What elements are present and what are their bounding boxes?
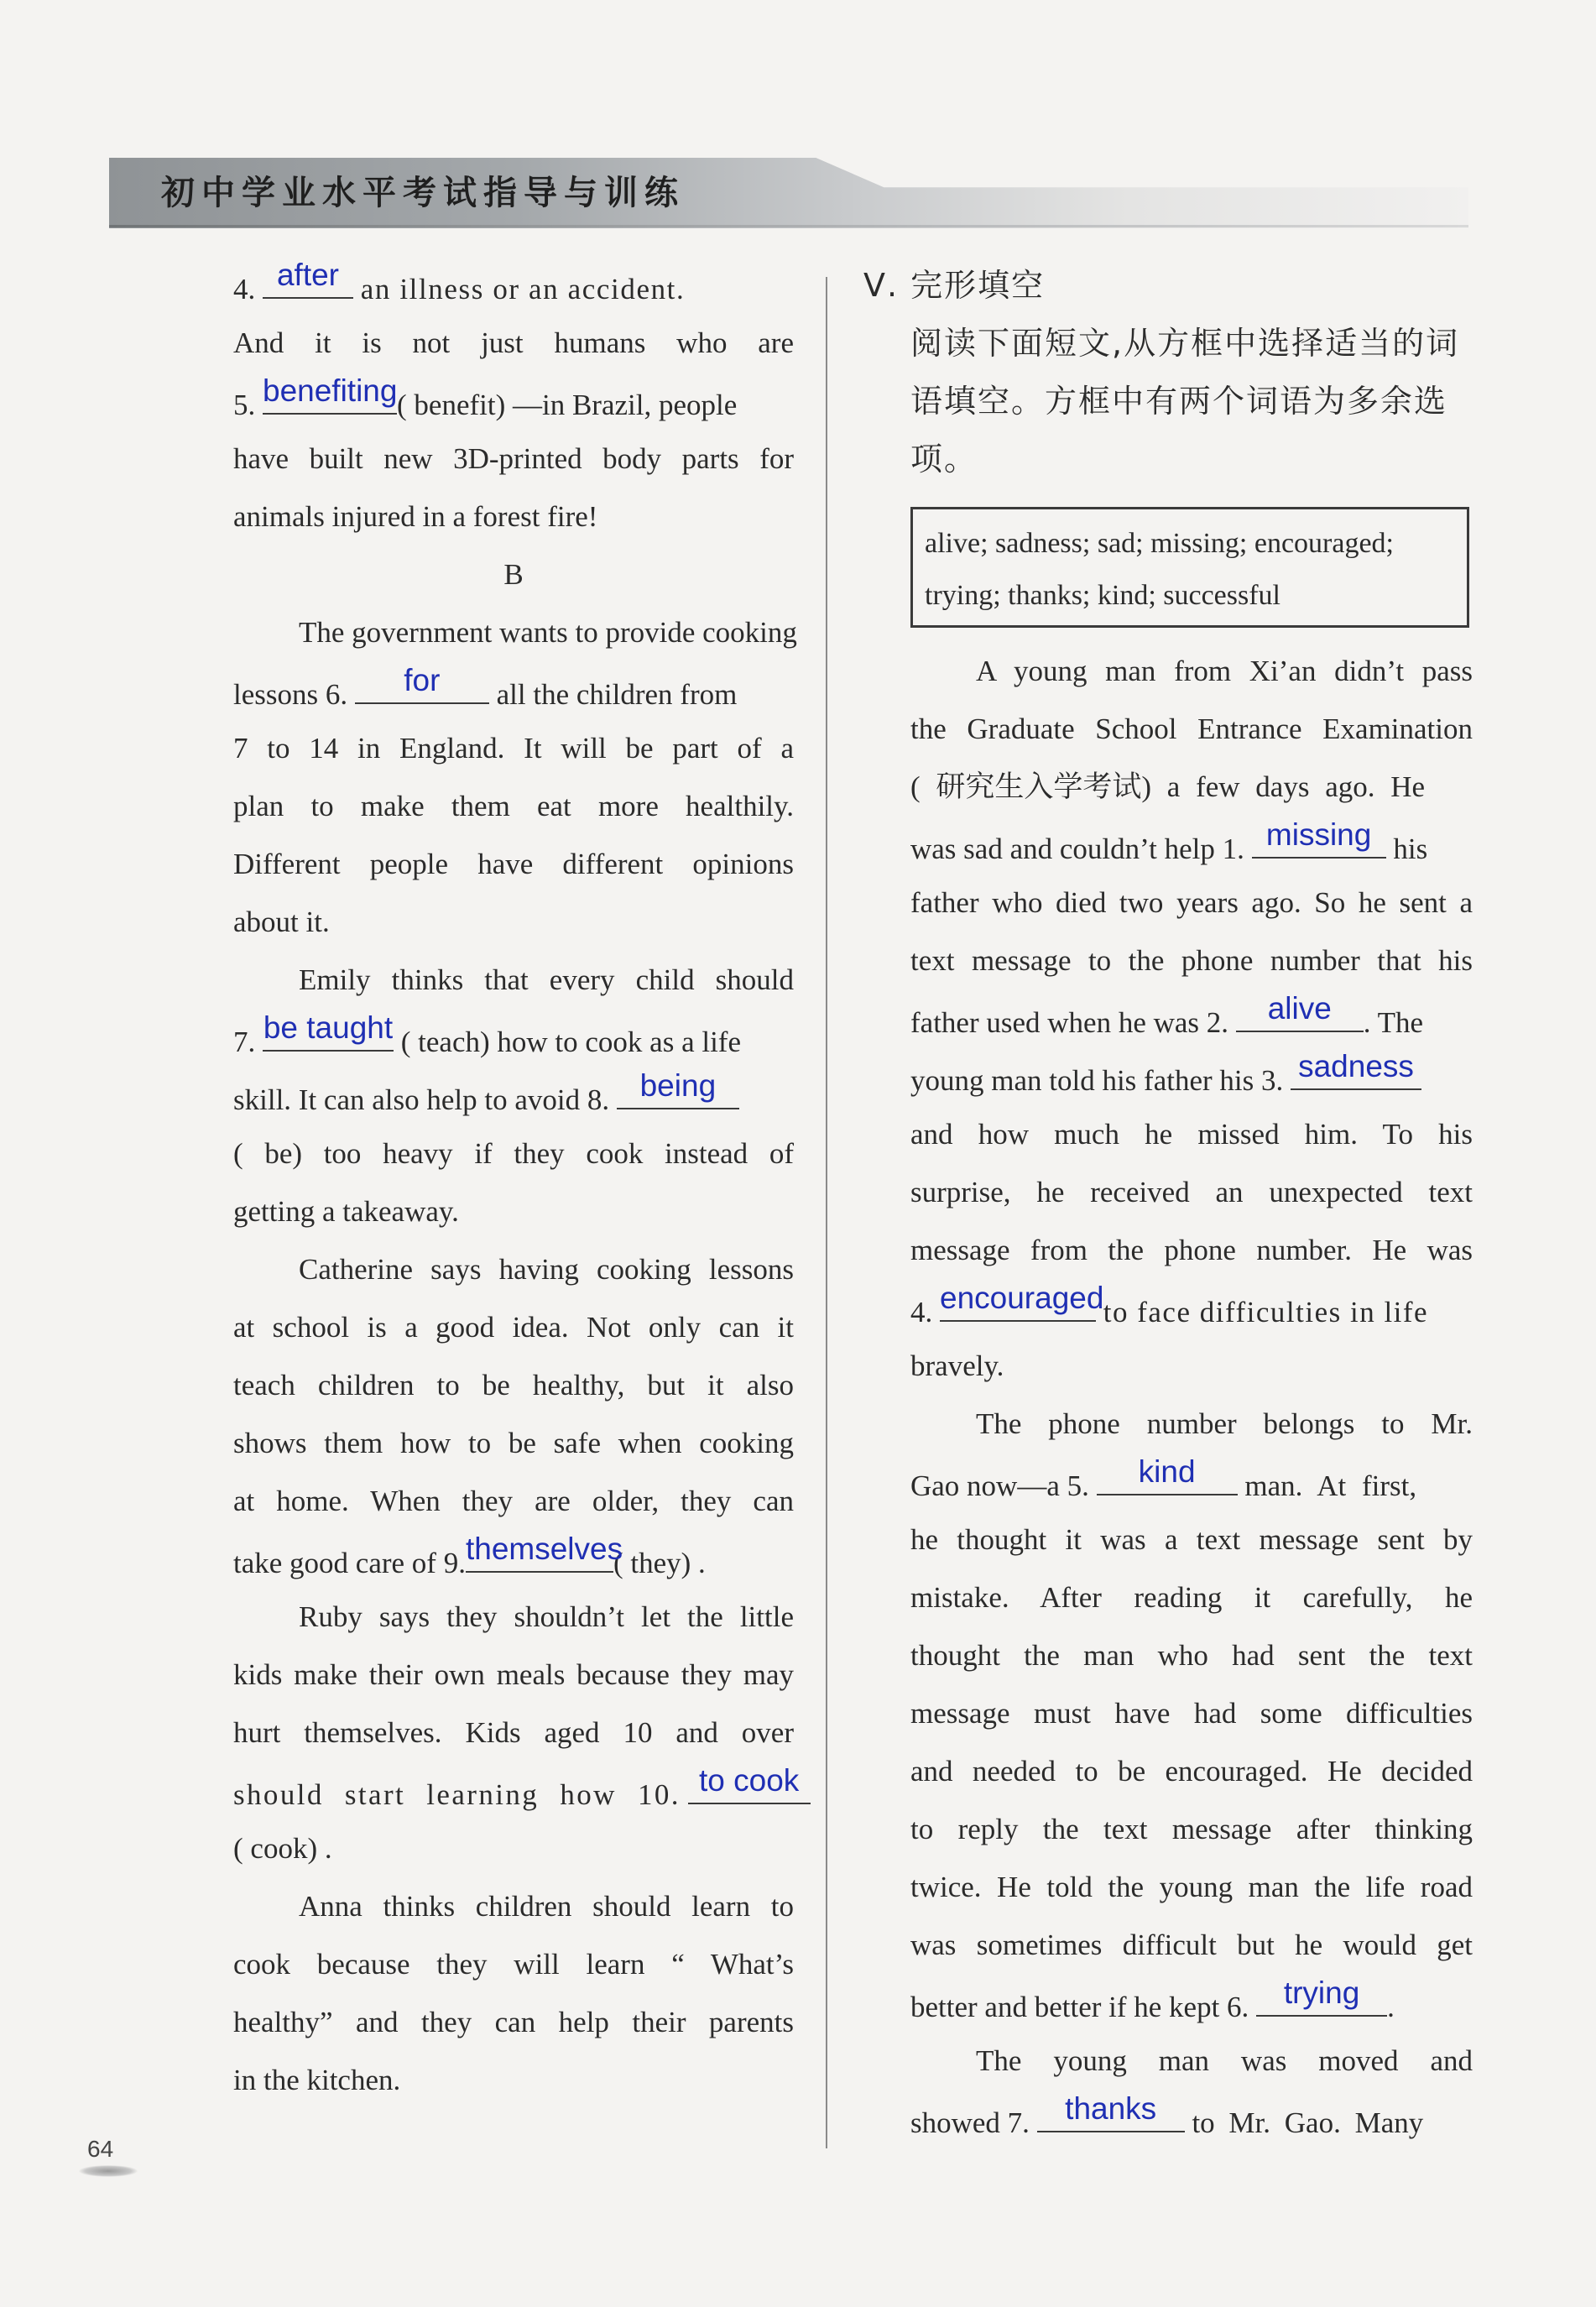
text-line: the Graduate School Entrance Examination (910, 712, 1473, 745)
answer-text: alive (1267, 991, 1332, 1026)
answer-blank-5b (1097, 1454, 1238, 1495)
text-line: and how much he missed him. To his (910, 1118, 1473, 1151)
text-line: The government wants to provide cooking (299, 616, 797, 649)
answer-blank-5 (263, 373, 398, 415)
text-line: The phone number belongs to Mr. (976, 1407, 1473, 1440)
answer-blank-1 (1252, 817, 1386, 859)
text-line: in the kitchen. (233, 2064, 401, 2096)
instruction-line: 语填空。方框中有两个词语为多余选 (910, 383, 1448, 420)
answer-blank-4 (263, 260, 353, 299)
answer-text: thanks (1065, 2091, 1157, 2126)
answer-text: benefiting (263, 373, 398, 408)
text-line: Anna thinks children should learn to (299, 1890, 794, 1923)
answer-blank-3 (1291, 1049, 1421, 1090)
header-rule (109, 225, 1468, 227)
text-line: getting a takeaway. (233, 1195, 459, 1228)
text-line: ( cook) . (233, 1832, 332, 1865)
text-line: animals injured in a forest fire! (233, 500, 598, 533)
text-line: was sad and couldn’t help 1. missing his (910, 817, 1428, 865)
text-line: 4. encouraged to face difficulties in life (910, 1281, 1429, 1328)
text-line: teach children to be healthy, but it also (233, 1369, 794, 1401)
answer-blank-8 (617, 1068, 739, 1109)
page-number: 64 (87, 2136, 114, 2162)
text-line: Different people have different opinions (233, 848, 794, 880)
text-line: to reply the text message after thinking (910, 1813, 1473, 1845)
answer-blank-9 (465, 1532, 623, 1573)
answer-text: be taught (263, 1010, 394, 1045)
answer-blank-2 (1236, 991, 1364, 1032)
text-line: Gao now—a 5. kind man. At first, (910, 1454, 1417, 1502)
text-line: was sometimes difficult but he would get (910, 1929, 1473, 1961)
column-divider (826, 277, 827, 2148)
text-line: message must have had some difficulties (910, 1697, 1473, 1730)
answer-blank-6 (355, 665, 489, 704)
text-line: twice. He told the young man the life road (910, 1871, 1473, 1903)
section-label-b: B (503, 558, 524, 591)
text-line: ( be) too heavy if they cook instead of (233, 1137, 794, 1170)
answer-text: after (276, 258, 340, 292)
answer-blank-10 (688, 1763, 811, 1804)
text-line: message from the phone number. He was (910, 1234, 1473, 1266)
text-line: young man told his father his 3. sadness (910, 1052, 1473, 1102)
text-line: surprise, he received an unexpected text (910, 1176, 1473, 1208)
text-line: skill. It can also help to avoid 8. being (233, 1071, 794, 1121)
text-line: lessons 6. for all the children from (233, 663, 738, 711)
answer-text: missing (1265, 817, 1372, 852)
text-line: showed 7. thanks to Mr. Gao. Many (910, 2091, 1424, 2139)
text-line: and needed to be encouraged. He decided (910, 1755, 1473, 1788)
text-line: ( 研究生入学考试) a few days ago. He (910, 770, 1426, 803)
text-line: 7 to 14 in England. It will be part of a (233, 732, 794, 765)
text-line: text message to the phone number that his (910, 944, 1473, 977)
text-line: he thought it was a text message sent by (910, 1523, 1473, 1556)
text-line: The young man was moved and (976, 2044, 1473, 2077)
header-title: 初中学业水平考试指导与训练 (161, 174, 685, 212)
answer-text: themselves (465, 1532, 623, 1566)
text-line: 4. after an illness or an accident. (233, 258, 686, 305)
text-line: father who died two years ago. So he sent a (910, 886, 1473, 919)
answer-text: being (639, 1068, 717, 1103)
text-line: better and better if he kept 6. trying . (910, 1976, 1395, 2023)
text-line: at school is a good idea. Not only can it (233, 1311, 794, 1344)
text-line: shows them how to be safe when cooking (233, 1427, 794, 1459)
text-line: at home. When they are older, they can (233, 1485, 794, 1517)
answer-blank-7 (263, 1010, 394, 1052)
text-line: take good care of 9. themselves ( they) . (233, 1532, 706, 1579)
answer-text: trying (1283, 1976, 1360, 2010)
text-line: hurt themselves. Kids aged 10 and over (233, 1716, 794, 1749)
text-line: Emily thinks that every child should (299, 963, 794, 996)
text-line: father used when he was 2. alive . The (910, 991, 1424, 1039)
text-line: bravely. (910, 1349, 1004, 1382)
text-line: thought the man who had sent the text (910, 1639, 1473, 1672)
word-bank-row: alive; sadness; sad; missing; encouraged; (925, 528, 1394, 559)
text-line: kids make their own meals because they may (233, 1658, 794, 1691)
text-line: A young man from Xi’an didn’t pass (976, 655, 1473, 687)
answer-text: to cook (699, 1763, 800, 1798)
text-line: Ruby says they shouldn’t let the little (299, 1600, 794, 1633)
text-line: mistake. After reading it carefully, he (910, 1581, 1473, 1614)
text-line: Catherine says having cooking lessons (299, 1253, 794, 1286)
answer-text: for (404, 663, 441, 697)
text-line: have built new 3D-printed body parts for (233, 442, 794, 475)
section-title: Ⅴ. 完形填空 (863, 267, 1046, 304)
instruction-line: 阅读下面短文,从方框中选择适当的词 (910, 325, 1460, 362)
answer-text: kind (1138, 1454, 1196, 1489)
answer-blank-4b (940, 1281, 1104, 1322)
text-line: healthy” and they can help their parents (233, 2006, 794, 2038)
word-bank-row: trying; thanks; kind; successful (925, 580, 1281, 611)
text-line: And it is not just humans who are (233, 326, 794, 359)
instruction-line: 项。 (910, 441, 978, 478)
page-number-ornament (79, 2165, 138, 2177)
answer-blank-6b (1256, 1978, 1387, 2017)
text-line: about it. (233, 906, 330, 938)
answer-blank-7b (1037, 2091, 1185, 2132)
text-line: should start learning how 10. to cook (233, 1766, 794, 1816)
word-bank-box (910, 507, 1469, 628)
text-line: cook because they will learn “ What’s (233, 1948, 794, 1981)
text-line: 5. benefiting ( benefit) —in Brazil, people (233, 373, 738, 421)
answer-text: sadness (1298, 1049, 1414, 1083)
text-line: plan to make them eat more healthily. (233, 790, 794, 822)
answer-text: encouraged (940, 1281, 1104, 1315)
text-line: 7. be taught ( teach) how to cook as a life (233, 1010, 742, 1058)
